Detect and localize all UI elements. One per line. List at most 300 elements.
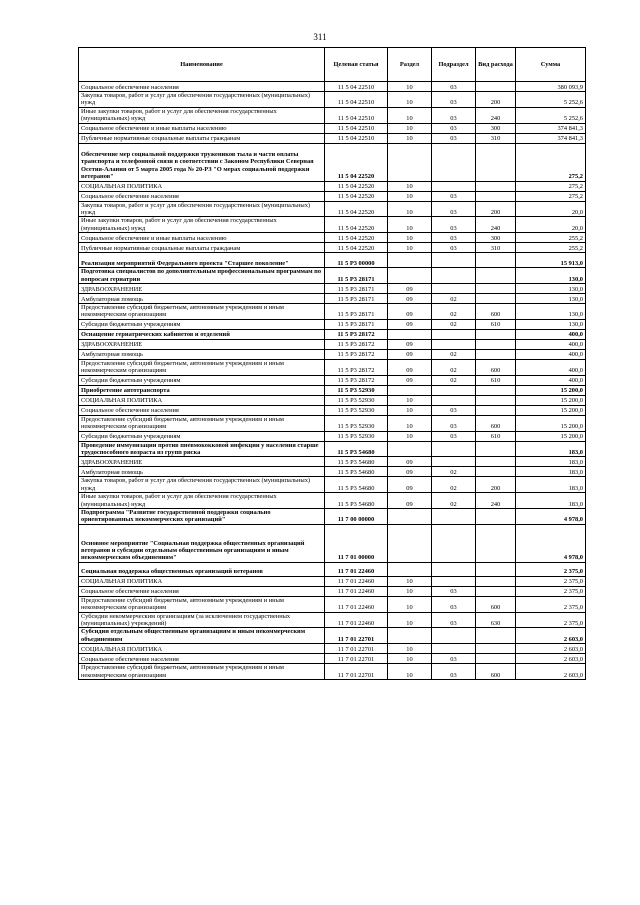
row-subsection [432,284,476,294]
row-target-code: 11 7 01 22460 [325,562,388,576]
row-name: Предоставление субсидий бюджетным, автономным учреждениям и иным некоммерческим организациям [79,359,325,375]
row-expense-type [476,294,516,304]
row-sum: 130,0 [516,304,586,320]
table-row [79,375,586,385]
row-sum: 2 375,0 [516,596,586,612]
table-row [79,304,586,320]
row-sum: 255,2 [516,233,586,243]
row-expense-type [476,395,516,405]
row-section [388,441,432,457]
table-row [79,253,586,268]
row-name: Амбулаторная помощь [79,349,325,359]
row-subsection [432,268,476,284]
row-expense-type [476,339,516,349]
row-section [388,268,432,284]
row-subsection: 02 [432,375,476,385]
row-section: 09 [388,339,432,349]
row-sum: 275,2 [516,191,586,201]
header-target-code: Целевая статья [325,48,388,82]
table-row [79,493,586,509]
row-subsection [432,395,476,405]
row-sum: 183,0 [516,467,586,477]
row-expense-type: 300 [476,233,516,243]
row-subsection [432,339,476,349]
row-section: 09 [388,294,432,304]
row-name: Основное мероприятие "Социальная поддержка общественных организаций ветеранов и субсидии отдельным общественным организациям и иным некоммерческим объединениям" [79,524,325,562]
row-name: Оснащение гериатрических кабинетов и отделений [79,329,325,339]
row-expense-type [476,654,516,664]
row-expense-type [476,457,516,467]
row-sum: 275,2 [516,181,586,191]
row-sum: 130,0 [516,319,586,329]
table-row [79,405,586,415]
row-sum: 2 603,0 [516,644,586,654]
row-subsection: 03 [432,405,476,415]
row-section: 10 [388,133,432,143]
table-row [79,243,586,253]
row-target-code: 11 5 04 22520 [325,191,388,201]
row-sum: 15 200,0 [516,405,586,415]
table-row [79,329,586,339]
row-target-code: 11 5 P3 54680 [325,493,388,509]
row-name: Субсидии отдельным общественным организациям и иным некоммерческим объединениям [79,628,325,644]
row-name: СОЦИАЛЬНАЯ ПОЛИТИКА [79,644,325,654]
row-target-code: 11 5 P3 28171 [325,294,388,304]
row-target-code: 11 5 04 22520 [325,217,388,233]
row-section: 10 [388,395,432,405]
row-target-code: 11 5 P3 28171 [325,304,388,320]
table-row [79,385,586,395]
row-target-code: 11 5 P3 54680 [325,457,388,467]
row-subsection [432,628,476,644]
row-section: 09 [388,457,432,467]
row-section: 10 [388,181,432,191]
row-target-code: 11 5 04 22520 [325,233,388,243]
row-expense-type [476,349,516,359]
row-expense-type [476,562,516,576]
row-expense-type: 600 [476,304,516,320]
row-target-code: 11 5 04 22510 [325,82,388,92]
row-expense-type: 200 [476,477,516,493]
row-section [388,143,432,181]
row-section: 10 [388,596,432,612]
row-section: 09 [388,319,432,329]
row-sum: 2 375,0 [516,612,586,628]
row-expense-type [476,405,516,415]
row-expense-type [476,329,516,339]
row-subsection: 03 [432,415,476,431]
row-subsection: 02 [432,304,476,320]
row-subsection: 03 [432,191,476,201]
row-subsection [432,508,476,524]
table-header-row [79,48,586,82]
row-name: СОЦИАЛЬНАЯ ПОЛИТИКА [79,395,325,405]
row-target-code: 11 5 P3 28172 [325,359,388,375]
row-section: 10 [388,415,432,431]
table-row [79,359,586,375]
row-subsection [432,253,476,268]
row-subsection: 02 [432,359,476,375]
row-name: Предоставление субсидий бюджетным, автономным учреждениям и иным некоммерческим организациям [79,664,325,680]
row-name: Субсидии бюджетным учреждениям [79,375,325,385]
table-row [79,477,586,493]
row-target-code: 11 5 P3 52930 [325,431,388,441]
row-target-code: 11 5 04 22510 [325,133,388,143]
row-subsection: 02 [432,319,476,329]
row-section: 09 [388,284,432,294]
row-name: Закупка товаров, работ и услуг для обеспечения государственных (муниципальных) нужд [79,477,325,493]
table-row [79,217,586,233]
table-row [79,143,586,181]
row-sum: 380 093,9 [516,82,586,92]
row-name: Предоставление субсидий бюджетным, автономным учреждениям и иным некоммерческим организациям [79,304,325,320]
row-section: 10 [388,92,432,108]
row-expense-type: 600 [476,596,516,612]
row-target-code: 11 7 00 00000 [325,508,388,524]
row-target-code: 11 7 01 22701 [325,628,388,644]
row-name: СОЦИАЛЬНАЯ ПОЛИТИКА [79,576,325,586]
row-expense-type [476,253,516,268]
row-sum: 4 978,0 [516,508,586,524]
row-target-code: 11 5 P3 54680 [325,441,388,457]
row-section: 09 [388,477,432,493]
table-row [79,82,586,92]
row-section: 10 [388,586,432,596]
row-expense-type [476,524,516,562]
row-sum: 5 252,6 [516,107,586,123]
row-name: ЗДРАВООХРАНЕНИЕ [79,457,325,467]
row-section [388,385,432,395]
row-section: 10 [388,217,432,233]
row-expense-type [476,441,516,457]
row-name: Закупка товаров, работ и услуг для обеспечения государственных (муниципальных) нужд [79,92,325,108]
row-expense-type [476,628,516,644]
row-name: Социальное обеспечение населения [79,191,325,201]
row-name: Подпрограмма "Развитие государственной поддержки социально ориентированных некоммерческих организаций" [79,508,325,524]
row-expense-type [476,467,516,477]
row-subsection [432,181,476,191]
row-subsection: 03 [432,217,476,233]
row-sum: 400,0 [516,359,586,375]
row-section: 10 [388,123,432,133]
row-subsection: 03 [432,586,476,596]
row-expense-type [476,181,516,191]
row-target-code: 11 7 01 22460 [325,596,388,612]
row-sum: 5 252,6 [516,92,586,108]
row-subsection: 02 [432,349,476,359]
row-sum: 4 978,0 [516,524,586,562]
row-target-code: 11 5 P3 52930 [325,385,388,395]
table-row [79,415,586,431]
row-subsection: 03 [432,123,476,133]
row-section: 09 [388,493,432,509]
row-subsection: 03 [432,431,476,441]
row-sum: 183,0 [516,441,586,457]
row-name: Субсидии некоммерческим организациям (за исключением государственных (муниципальных) учреждений) [79,612,325,628]
row-expense-type: 240 [476,217,516,233]
row-section: 10 [388,664,432,680]
table-row [79,181,586,191]
row-subsection [432,329,476,339]
row-subsection: 03 [432,243,476,253]
row-expense-type: 310 [476,133,516,143]
row-subsection [432,441,476,457]
row-subsection: 03 [432,133,476,143]
row-name: Социальная поддержка общественных организаций ветеранов [79,562,325,576]
table-row [79,268,586,284]
row-name: Субсидии бюджетным учреждениям [79,319,325,329]
row-name: Реализация мероприятий Федерального проекта "Старшее поколение" [79,253,325,268]
row-subsection: 03 [432,82,476,92]
row-subsection: 03 [432,107,476,123]
row-target-code: 11 7 01 22701 [325,664,388,680]
row-target-code: 11 5 P3 28171 [325,319,388,329]
row-subsection: 03 [432,654,476,664]
row-sum: 15 913,0 [516,253,586,268]
row-sum: 2 603,0 [516,664,586,680]
row-expense-type: 600 [476,415,516,431]
row-target-code: 11 5 P3 52930 [325,415,388,431]
table-row [79,654,586,664]
row-name: Субсидии бюджетным учреждениям [79,431,325,441]
row-sum: 2 375,0 [516,562,586,576]
row-expense-type: 600 [476,359,516,375]
row-section: 10 [388,405,432,415]
row-subsection [432,576,476,586]
row-name: Иные закупки товаров, работ и услуг для обеспечения государственных (муниципальных) нужд [79,217,325,233]
row-expense-type [476,508,516,524]
row-target-code: 11 5 P3 28172 [325,329,388,339]
row-section: 10 [388,82,432,92]
row-sum: 374 841,3 [516,133,586,143]
row-target-code: 11 7 01 22460 [325,612,388,628]
row-subsection [432,143,476,181]
table-body [79,82,586,680]
row-target-code: 11 5 04 22510 [325,92,388,108]
row-sum: 15 200,0 [516,415,586,431]
row-name: Амбулаторная помощь [79,294,325,304]
row-expense-type: 600 [476,664,516,680]
row-target-code: 11 5 P3 00000 [325,253,388,268]
row-name: Публичные нормативные социальные выплаты гражданам [79,243,325,253]
row-expense-type: 240 [476,493,516,509]
row-expense-type [476,143,516,181]
row-section [388,508,432,524]
row-section: 10 [388,191,432,201]
row-name: Социальное обеспечение населения [79,654,325,664]
row-subsection [432,524,476,562]
row-section [388,329,432,339]
row-target-code: 11 7 01 00000 [325,524,388,562]
row-section [388,562,432,576]
row-subsection: 03 [432,233,476,243]
row-target-code: 11 5 P3 54680 [325,477,388,493]
header-expense-type: Вид расхода [476,48,516,82]
row-name: Социальное обеспечение населения [79,586,325,596]
table-row [79,576,586,586]
table-row [79,596,586,612]
row-target-code: 11 5 04 22520 [325,201,388,217]
table-row [79,339,586,349]
page-number: 311 [313,32,327,42]
table-row [79,612,586,628]
row-name: Предоставление субсидий бюджетным, автономным учреждениям и иным некоммерческим организациям [79,596,325,612]
row-section: 10 [388,107,432,123]
table-row [79,644,586,654]
row-target-code: 11 5 P3 28172 [325,339,388,349]
table-row [79,664,586,680]
row-subsection [432,457,476,467]
row-section: 09 [388,375,432,385]
row-name: ЗДРАВООХРАНЕНИЕ [79,339,325,349]
row-sum: 130,0 [516,268,586,284]
row-sum: 400,0 [516,339,586,349]
row-target-code: 11 5 04 22510 [325,123,388,133]
row-subsection: 02 [432,493,476,509]
row-target-code: 11 7 01 22701 [325,644,388,654]
row-expense-type: 200 [476,92,516,108]
row-sum: 20,0 [516,217,586,233]
row-sum: 400,0 [516,329,586,339]
table-row [79,191,586,201]
row-sum: 400,0 [516,375,586,385]
row-name: Социальное обеспечение населения [79,405,325,415]
row-sum: 183,0 [516,477,586,493]
table-row [79,107,586,123]
row-subsection: 03 [432,201,476,217]
row-sum: 255,2 [516,243,586,253]
row-expense-type: 240 [476,107,516,123]
row-sum: 2 375,0 [516,576,586,586]
row-name: ЗДРАВООХРАНЕНИЕ [79,284,325,294]
row-name: Амбулаторная помощь [79,467,325,477]
row-sum: 183,0 [516,493,586,509]
row-target-code: 11 5 P3 28172 [325,349,388,359]
header-section: Раздел [388,48,432,82]
table-row [79,319,586,329]
table-row [79,628,586,644]
row-section: 09 [388,467,432,477]
row-sum: 2 603,0 [516,654,586,664]
row-section: 10 [388,243,432,253]
row-sum: 20,0 [516,201,586,217]
row-section [388,524,432,562]
row-subsection: 03 [432,596,476,612]
row-subsection [432,644,476,654]
table-row [79,508,586,524]
row-expense-type: 200 [476,201,516,217]
row-section: 10 [388,576,432,586]
row-expense-type [476,191,516,201]
header-sum: Сумма [516,48,586,82]
table-row [79,284,586,294]
header-subsection: Подраздел [432,48,476,82]
row-target-code: 11 7 01 22701 [325,654,388,664]
row-sum: 130,0 [516,284,586,294]
row-section: 10 [388,233,432,243]
table-row [79,562,586,576]
row-sum: 2 375,0 [516,586,586,596]
row-expense-type [476,385,516,395]
row-subsection: 03 [432,664,476,680]
row-name: Социальное обеспечение и иные выплаты населению [79,123,325,133]
row-sum: 183,0 [516,457,586,467]
row-sum: 2 603,0 [516,628,586,644]
row-name: Приобретение автотранспорта [79,385,325,395]
row-expense-type: 610 [476,431,516,441]
row-expense-type: 630 [476,612,516,628]
table-row [79,201,586,217]
row-sum: 15 200,0 [516,385,586,395]
row-section: 09 [388,304,432,320]
table-row [79,123,586,133]
table-row [79,467,586,477]
table-row [79,395,586,405]
row-subsection [432,385,476,395]
row-expense-type [476,284,516,294]
row-subsection: 02 [432,294,476,304]
row-subsection: 02 [432,467,476,477]
row-target-code: 11 7 01 22460 [325,586,388,596]
row-sum: 275,2 [516,143,586,181]
row-expense-type [476,268,516,284]
row-section [388,253,432,268]
row-subsection: 03 [432,92,476,108]
row-target-code: 11 5 P3 52930 [325,395,388,405]
table-row [79,233,586,243]
table-row [79,457,586,467]
row-name: Социальное обеспечение и иные выплаты населению [79,233,325,243]
row-name: Иные закупки товаров, работ и услуг для обеспечения государственных (муниципальных) нужд [79,107,325,123]
row-target-code: 11 5 P3 28171 [325,284,388,294]
row-expense-type: 300 [476,123,516,133]
row-target-code: 11 5 P3 28172 [325,375,388,385]
row-target-code: 11 5 P3 52930 [325,405,388,415]
row-target-code: 11 5 04 22520 [325,143,388,181]
row-sum: 15 200,0 [516,395,586,405]
row-section: 09 [388,359,432,375]
row-name: Обеспечение мер социальной поддержки тружеников тыла и части оплаты транспорта и телефонной связи в соответствии с Законом Республики Северная Осетия-Алания от 5 марта 2005 года № 20-РЗ "О мерах социальной поддержки ветеранов" [79,143,325,181]
table-row [79,441,586,457]
row-sum: 400,0 [516,349,586,359]
row-name: Социальное обеспечение населения [79,82,325,92]
row-expense-type [476,82,516,92]
row-section: 10 [388,431,432,441]
row-subsection [432,562,476,576]
table-row [79,294,586,304]
row-subsection: 02 [432,477,476,493]
budget-table [78,47,586,680]
table-row [79,92,586,108]
row-expense-type: 610 [476,319,516,329]
row-target-code: 11 5 P3 28171 [325,268,388,284]
row-section: 09 [388,349,432,359]
row-name: СОЦИАЛЬНАЯ ПОЛИТИКА [79,181,325,191]
row-target-code: 11 7 01 22460 [325,576,388,586]
row-name: Проведение иммунизации против пневмококковой инфекции у населения старше трудоспособного возраста из групп риска [79,441,325,457]
row-target-code: 11 5 04 22520 [325,181,388,191]
table-row [79,586,586,596]
row-expense-type [476,586,516,596]
row-sum: 130,0 [516,294,586,304]
row-section: 10 [388,612,432,628]
row-target-code: 11 5 04 22520 [325,243,388,253]
row-target-code: 11 5 P3 54680 [325,467,388,477]
row-section: 10 [388,644,432,654]
table-row [79,133,586,143]
row-name: Иные закупки товаров, работ и услуг для обеспечения государственных (муниципальных) нужд [79,493,325,509]
table-row [79,349,586,359]
